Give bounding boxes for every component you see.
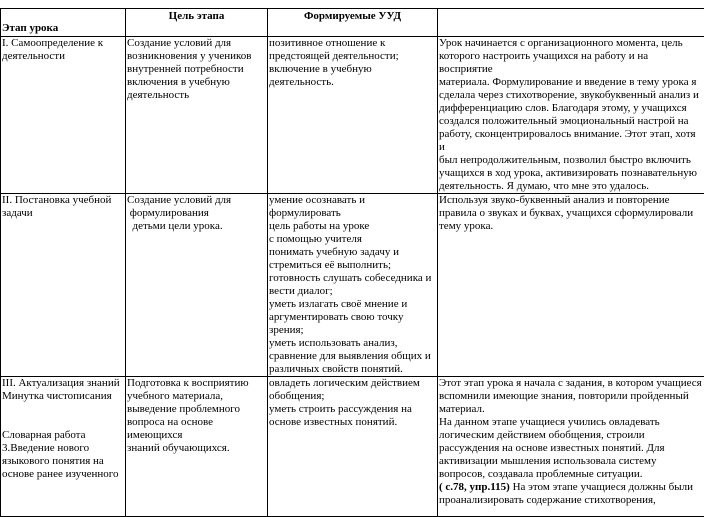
comment-line: создался положительный эмоциональный настрой на: [439, 115, 703, 128]
goal-line: детьми цели урока.: [127, 220, 266, 233]
comment-line: учащихся в ход урока, активизировать познавательную: [439, 167, 703, 180]
goal-cell: [126, 377, 268, 517]
goal-line: знаний обучающихся.: [127, 442, 266, 455]
uud-line: готовность слушать собеседника и: [269, 272, 436, 285]
comment-cell: [438, 37, 704, 194]
table-header-row: [1, 9, 704, 37]
goal-line: деятельность: [127, 89, 266, 102]
table-row: [1, 37, 704, 194]
goal-line: Создание условий для: [127, 194, 266, 207]
uud-line: овладеть логическим действием: [269, 377, 436, 390]
comment-cell: [438, 194, 704, 377]
uud-cell: [268, 37, 438, 194]
goal-line: Создание условий для: [127, 37, 266, 50]
goal-line: внутренней потребности: [127, 63, 266, 76]
comment-line: материала. Формулирование и введение в тему урока я: [439, 76, 703, 89]
uud-line: аргументировать свою точку зрения;: [269, 311, 436, 337]
goal-line: Подготовка к восприятию: [127, 377, 266, 390]
comment-line: работу, сконцентрировалось внимание. Этот этап, хотя и: [439, 128, 703, 154]
comment-line: На данном этапе учащиеся учились овладевать: [439, 416, 703, 429]
goal-line: включения в учебную: [127, 76, 266, 89]
comment-line: активизации мышления использовала систему: [439, 455, 703, 468]
goal-line: выведение проблемного: [127, 403, 266, 416]
comment-line: вопросов, создавала проблемные ситуации.: [439, 468, 703, 481]
uud-line: умение осознавать и формулировать: [269, 194, 436, 220]
uud-line: с помощью учителя: [269, 233, 436, 246]
uud-line: понимать учебную задачу и: [269, 246, 436, 259]
comment-line: На этом этапе учащиеся должны были: [510, 481, 693, 493]
stage-cell: [1, 377, 126, 517]
comment-line: был непродолжительным, позволил быстро включить: [439, 154, 703, 167]
exercise-reference: ( с.78, упр.115): [439, 481, 510, 493]
lesson-table: [0, 8, 704, 517]
uud-line: вести диалог;: [269, 285, 436, 298]
uud-cell: [268, 194, 438, 377]
goal-line: формулирования: [127, 207, 266, 220]
comment-line: Урок начинается с организационного момента, цель: [439, 37, 703, 50]
stage-line: Словарная работа: [2, 429, 124, 442]
stage-cell: [1, 194, 126, 377]
header-goal: Цель этапа: [126, 9, 268, 37]
uud-line: стремиться её выполнить;: [269, 259, 436, 272]
goal-line: возникновения у учеников: [127, 50, 266, 63]
table-row: [1, 377, 704, 517]
comment-line: Используя звуко-буквенный анализ и повторение: [439, 194, 703, 207]
comment-line: проанализировать содержание стихотворения,: [439, 494, 703, 507]
comment-line: вспомнили имеющие знания, повторили пройденный: [439, 390, 703, 403]
uud-cell: [268, 377, 438, 517]
comment-line: правила о звуках и буквах, учащихся сформулировали: [439, 207, 703, 220]
stage-line: деятельности: [2, 50, 124, 63]
stage-line: языкового понятия на: [2, 455, 124, 468]
comment-line: которого настроить учащихся на работу и на восприятие: [439, 50, 703, 76]
comment-line: тему урока.: [439, 220, 703, 233]
header-comment: [438, 9, 704, 37]
uud-line: сравнение для выявления общих и: [269, 350, 436, 363]
goal-cell: [126, 37, 268, 194]
uud-line: позитивное отношение к: [269, 37, 436, 50]
stage-line: основе ранее изученного: [2, 468, 124, 481]
comment-line: логическим действием обобщения, строили: [439, 429, 703, 442]
uud-line: уметь излагать своё мнение и: [269, 298, 436, 311]
stage-line: I. Самоопределение к: [2, 37, 124, 50]
goal-line: вопроса на основе имеющихся: [127, 416, 266, 442]
uud-line: различных свойств понятий.: [269, 363, 436, 376]
header-stage: Этап урока: [1, 9, 126, 37]
stage-line: III. Актуализация знаний: [2, 377, 124, 390]
comment-line: рассуждения на основе известных понятий. Для: [439, 442, 703, 455]
goal-line: учебного материала,: [127, 390, 266, 403]
comment-line: сделала через стихотворение, звукобуквенный анализ и: [439, 89, 703, 102]
uud-line: предстоящей деятельности;: [269, 50, 436, 63]
comment-cell: [438, 377, 704, 517]
comment-line: дифференциацию слов. Благодаря этому, у учащихся: [439, 102, 703, 115]
uud-line: уметь использовать анализ,: [269, 337, 436, 350]
table-row: [1, 194, 704, 377]
goal-cell: [126, 194, 268, 377]
stage-cell: [1, 37, 126, 194]
stage-line: 3.Введение нового: [2, 442, 124, 455]
stage-line: задачи: [2, 207, 124, 220]
stage-line: Минутка чистописания: [2, 390, 124, 403]
uud-line: обобщения;: [269, 390, 436, 403]
uud-line: включение в учебную деятельность.: [269, 63, 436, 89]
uud-line: цель работы на уроке: [269, 220, 436, 233]
comment-line: Этот этап урока я начала с задания, в котором учащиеся: [439, 377, 703, 390]
header-uud: Формируемые УУД: [268, 9, 438, 37]
uud-line: уметь строить рассуждения на: [269, 403, 436, 416]
stage-line: II. Постановка учебной: [2, 194, 124, 207]
comment-line: материал.: [439, 403, 703, 416]
comment-line: деятельность. Я думаю, что мне это удалось.: [439, 180, 703, 193]
uud-line: основе известных понятий.: [269, 416, 436, 429]
